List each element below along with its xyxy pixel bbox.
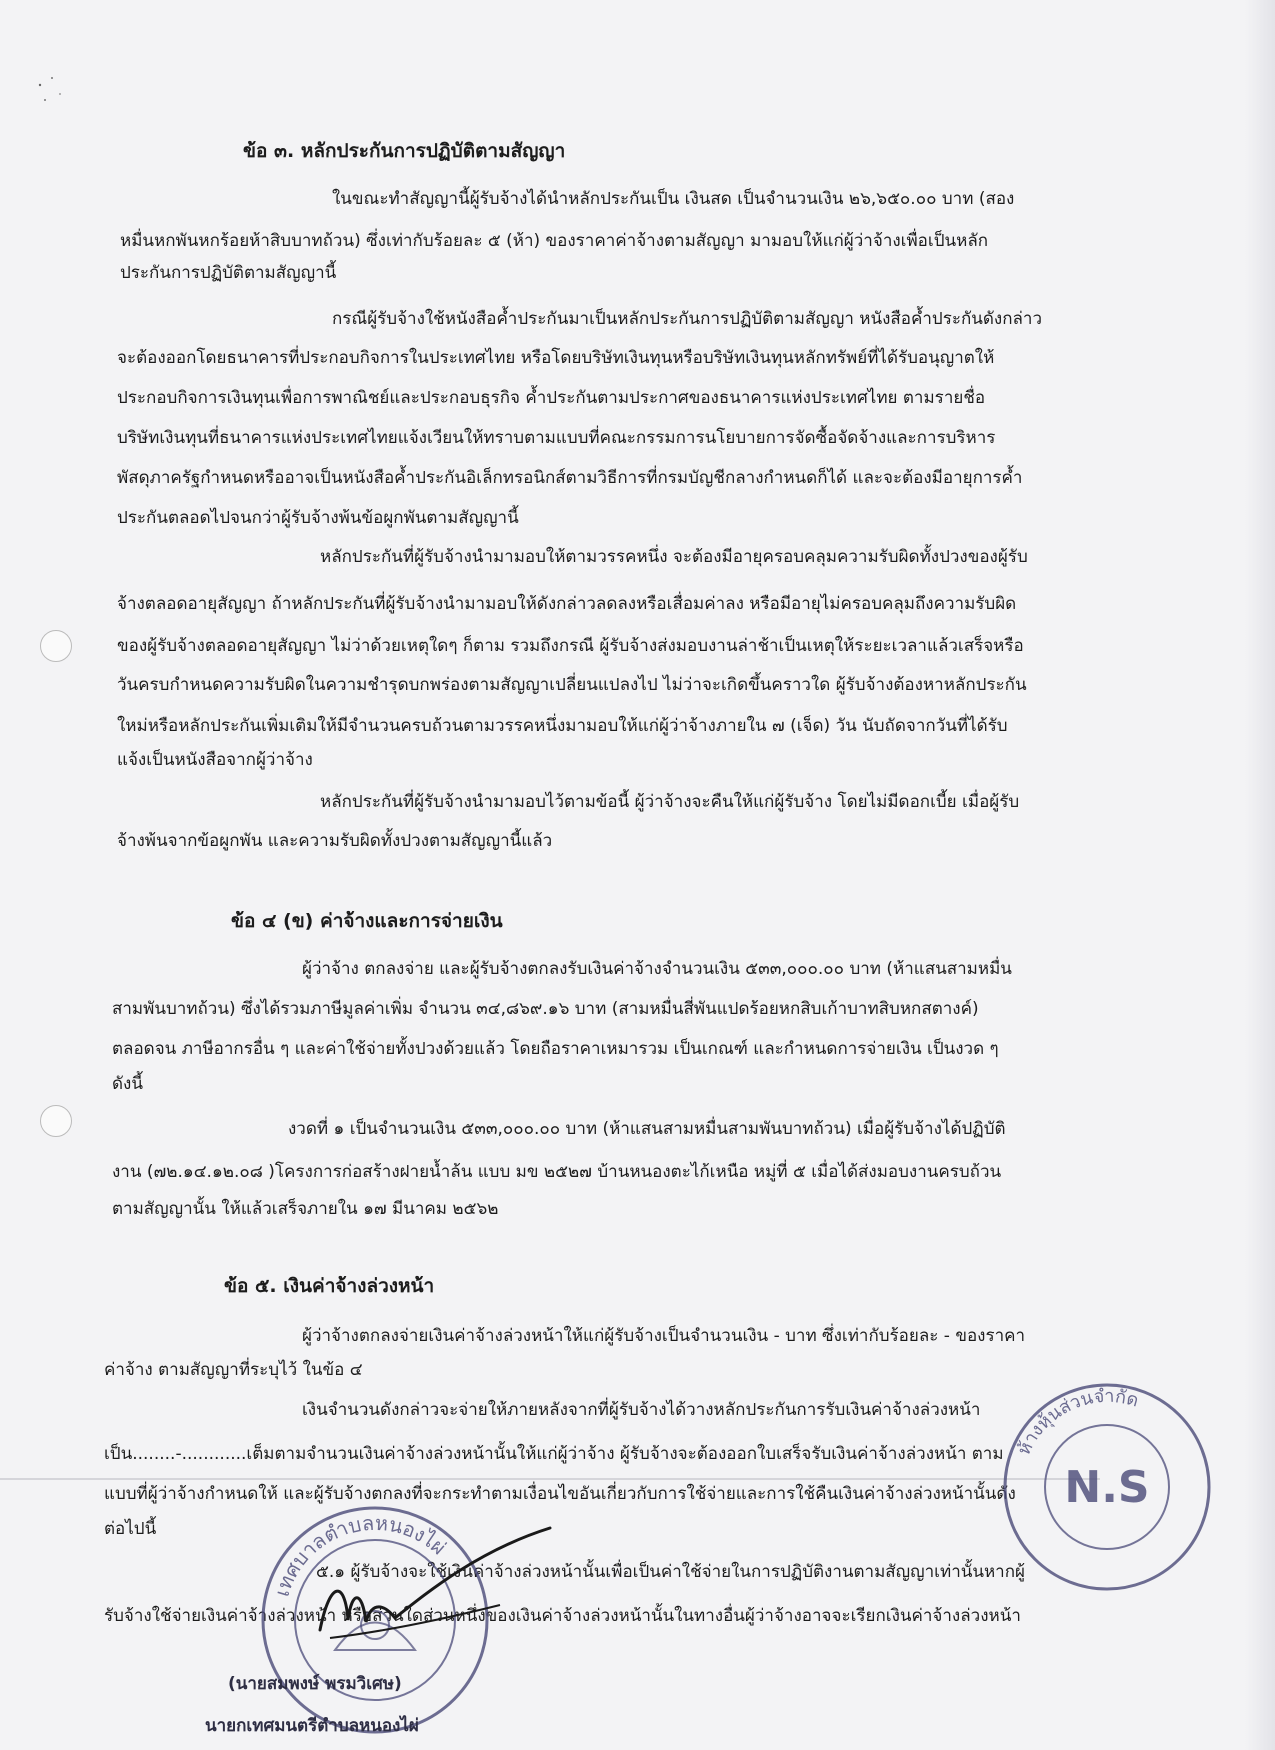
- section-4-line: ตลอดจน ภาษีอากรอื่น ๆ และค่าใช้จ่ายทั้งปวงด้วยแล้ว โดยถือราคาเหมารวม เป็นเกณฑ์ และกำหนดการจ่ายเงิน เป็นงวด ๆ: [112, 1039, 999, 1059]
- section-3-line: จ้างตลอดอายุสัญญา ถ้าหลักประกันที่ผู้รับจ้างนำมามอบให้ดังกล่าวลดลงหรือเสื่อมค่าลง หรือมีอายุไม่ครอบคลุมถึงความรับผิด: [117, 594, 1017, 614]
- signatory-title: นายกเทศมนตรีตำบลหนองไผ่: [205, 1716, 419, 1736]
- section-4-line: ดังนี้: [112, 1074, 143, 1094]
- section-4-line: งาน (๗๒.๑๔.๑๒.๐๘ )โครงการก่อสร้างฝายน้ำล้น แบบ มข ๒๕๒๗ บ้านหนองตะไก้เหนือ หมู่ที่ ๕ เมื่อได้ส่งมอบงานครบถ้วน: [112, 1162, 1002, 1182]
- section-3-line: ของผู้รับจ้างตลอดอายุสัญญา ไม่ว่าด้วยเหตุใดๆ ก็ตาม รวมถึงกรณี ผู้รับจ้างส่งมอบงานล่าช้าเป็นเหตุให้ระยะเวลาแล้วเสร็จหรือ: [117, 636, 1024, 656]
- svg-text:เทศบาลตำบลหนองไผ่: เทศบาลตำบลหนองไผ่: [269, 1510, 451, 1600]
- section-4-line: ตามสัญญานั้น ให้แล้วเสร็จภายใน ๑๗ มีนาคม ๒๕๖๒: [112, 1199, 499, 1219]
- section-5-line: ค่าจ้าง ตามสัญญาที่ระบุไว้ ในข้อ ๔: [104, 1360, 363, 1380]
- section-4-heading: ข้อ ๔ (ข) ค่าจ้างและการจ่ายเงิน: [231, 910, 503, 932]
- section-3-line: หลักประกันที่ผู้รับจ้างนำมามอบให้ตามวรรคหนึ่ง จะต้องมีอายุครอบคลุมความรับผิดทั้งปวงของผู้รับ: [320, 547, 1028, 567]
- punch-hole: [40, 630, 72, 662]
- section-5-heading: ข้อ ๕. เงินค่าจ้างล่วงหน้า: [224, 1275, 435, 1297]
- section-5-line: รับจ้างใช้จ่ายเงินค่าจ้างล่วงหน้า หรือส่วนใดส่วนหนึ่งของเงินค่าจ้างล่วงหน้านั้นในทางอื่นผู้ว่าจ้างอาจจะเรียกเงินค่าจ้างล่วงหน้า: [104, 1606, 1021, 1626]
- section-3-line: ในขณะทำสัญญานี้ผู้รับจ้างได้นำหลักประกันเป็น เงินสด เป็นจำนวนเงิน ๒๖,๖๕๐.๐๐ บาท (สอง: [332, 189, 1015, 209]
- section-5-line: ต่อไปนี้: [104, 1519, 157, 1539]
- section-3-line: แจ้งเป็นหนังสือจากผู้ว่าจ้าง: [117, 750, 313, 770]
- section-3-line: จ้างพ้นจากข้อผูกพัน และความรับผิดทั้งปวงตามสัญญานี้แล้ว: [117, 831, 553, 851]
- section-4-line: ผู้ว่าจ้าง ตกลงจ่าย และผู้รับจ้างตกลงรับเงินค่าจ้างจำนวนเงิน ๕๓๓,๐๐๐.๐๐ บาท (ห้าแสนสามหมื่น: [302, 959, 1012, 979]
- section-3-line: ใหม่หรือหลักประกันเพิ่มเติมให้มีจำนวนครบถ้วนตามวรรคหนึ่งมามอบให้แก่ผู้ว่าจ้างภายใน ๗ (เจ็ด) วัน นับถัดจากวันที่ได้รับ: [117, 716, 1008, 736]
- company-seal-stamp: [1000, 1380, 1215, 1595]
- handwritten-signature: [300, 1520, 560, 1650]
- section-3-line: จะต้องออกโดยธนาคารที่ประกอบกิจการในประเทศไทย หรือโดยบริษัทเงินทุนหรือบริษัทเงินทุนหลักทรัพย์ที่ได้รับอนุญาตให้: [117, 348, 995, 368]
- section-5-line: เป็น........-............เต็มตามจำนวนเงินค่าจ้างล่วงหน้านั้นให้แก่ผู้ว่าจ้าง ผู้รับจ้างจะต้องออกใบเสร็จรับเงินค่าจ้างล่วงหน้า ตาม: [104, 1444, 1004, 1464]
- scan-specks: [30, 70, 90, 130]
- section-3-line: วันครบกำหนดความรับผิดในความชำรุดบกพร่องตามสัญญาเปลี่ยนแปลงไป ไม่ว่าจะเกิดขึ้นคราวใด ผู้รับจ้างต้องหาหลักประกัน: [117, 675, 1027, 695]
- section-5-line: แบบที่ผู้ว่าจ้างกำหนดให้ และผู้รับจ้างตกลงที่จะกระทำตามเงื่อนไขอันเกี่ยวกับการใช้จ่ายและการใช้คืนเงินค่าจ้างล่วงหน้านั้นดัง: [104, 1484, 1016, 1504]
- section-5-line: ๕.๑ ผู้รับจ้างจะใช้เงินค่าจ้างล่วงหน้านั้นเพื่อเป็นค่าใช้จ่ายในการปฏิบัติงานตามสัญญาเท่านั้นหากผู้: [316, 1562, 1025, 1582]
- section-3-line: หลักประกันที่ผู้รับจ้างนำมามอบไว้ตามข้อนี้ ผู้ว่าจ้างจะคืนให้แก่ผู้รับจ้าง โดยไม่มีดอกเบี้ย เมื่อผู้รับ: [320, 792, 1020, 812]
- section-3-line: ประกันตลอดไปจนกว่าผู้รับจ้างพ้นข้อผูกพันตามสัญญานี้: [117, 508, 519, 528]
- section-3-line: พัสดุภาครัฐกำหนดหรืออาจเป็นหนังสือค้ำประกันอิเล็กทรอนิกส์ตามวิธีการที่กรมบัญชีกลางกำหนดก็ได้ และจะต้องมีอายุการค้ำ: [117, 468, 1023, 488]
- section-5-line: เงินจำนวนดังกล่าวจะจ่ายให้ภายหลังจากที่ผู้รับจ้างได้วางหลักประกันการรับเงินค่าจ้างล่วงหน้า: [302, 1400, 981, 1420]
- svg-text:ห้างหุ้นส่วนจำกัด: ห้างหุ้นส่วนจำกัด: [1013, 1385, 1141, 1459]
- section-3-line: หมื่นหกพันหกร้อยห้าสิบบาทถ้วน) ซึ่งเท่ากับร้อยละ ๕ (ห้า) ของราคาค่าจ้างตามสัญญา มามอบให้แก่ผู้ว่าจ้างเพื่อเป็นหลัก: [120, 231, 989, 251]
- section-4-line: งวดที่ ๑ เป็นจำนวนเงิน ๕๓๓,๐๐๐.๐๐ บาท (ห้าแสนสามหมื่นสามพันบาทถ้วน) เมื่อผู้รับจ้างได้ปฏิบัติ: [288, 1119, 1006, 1139]
- signatory-name: (นายสมพงษ์ พรมวิเศษ): [228, 1674, 402, 1694]
- section-4-line: สามพันบาทถ้วน) ซึ่งได้รวมภาษีมูลค่าเพิ่ม จำนวน ๓๔,๘๖๙.๑๖ บาท (สามหมื่นสี่พันแปดร้อยหกสิบเก้าบาทสิบหกสตางค์): [112, 999, 979, 1019]
- page-edge-shadow: [1245, 0, 1275, 1750]
- punch-hole: [40, 1105, 72, 1137]
- section-3-line: ประกันการปฏิบัติตามสัญญานี้: [120, 263, 337, 283]
- section-3-line: บริษัทเงินทุนที่ธนาคารแห่งประเทศไทยแจ้งเวียนให้ทราบตามแบบที่คณะกรรมการนโยบายการจัดซื้อจัดจ้างและการบริหาร: [117, 428, 996, 448]
- svg-text:N.S: N.S: [1064, 1462, 1150, 1513]
- section-5-line: ผู้ว่าจ้างตกลงจ่ายเงินค่าจ้างล่วงหน้าให้แก่ผู้รับจ้างเป็นจำนวนเงิน - บาท ซึ่งเท่ากับร้อยละ - ของราคา: [302, 1326, 1026, 1346]
- section-3-line: กรณีผู้รับจ้างใช้หนังสือค้ำประกันมาเป็นหลักประกันการปฏิบัติตามสัญญา หนังสือค้ำประกันดังกล่าว: [332, 309, 1043, 329]
- section-3-heading: ข้อ ๓. หลักประกันการปฏิบัติตามสัญญา: [243, 140, 566, 162]
- section-3-line: ประกอบกิจการเงินทุนเพื่อการพาณิชย์และประกอบธุรกิจ ค้ำประกันตามประกาศของธนาคารแห่งประเทศไทย ตามรายชื่อ: [117, 388, 986, 408]
